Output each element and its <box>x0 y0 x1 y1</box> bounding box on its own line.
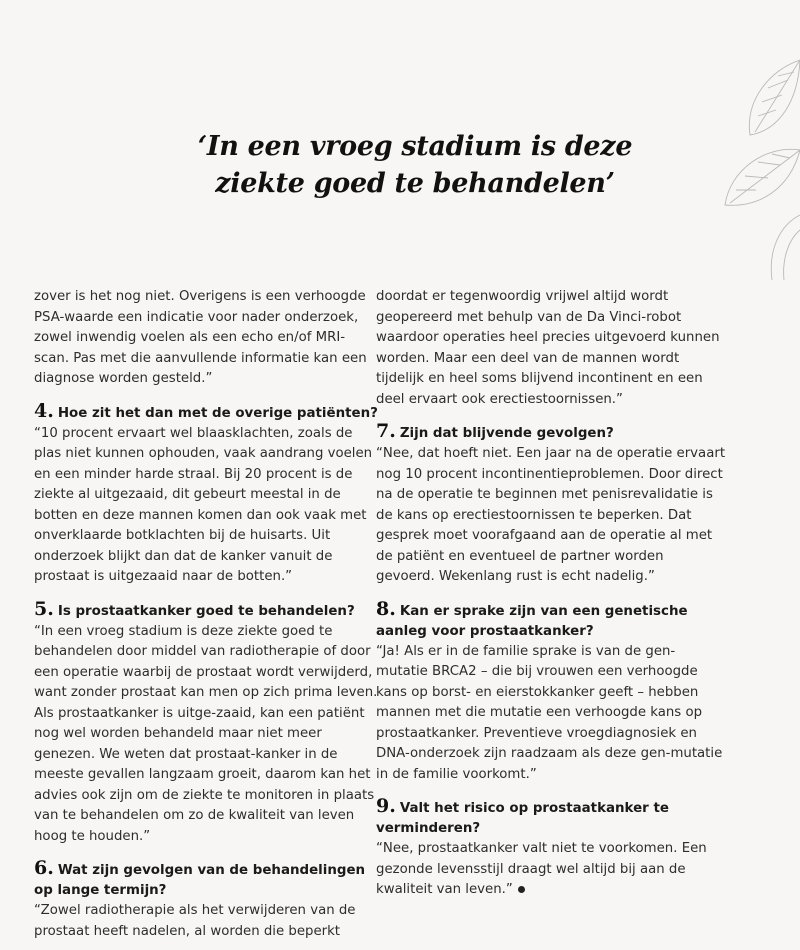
answer-paragraph: “10 procent ervaart wel blaasklachten, zoals de plas niet kunnen ophouden, vaak aandrang voelen en een minder harde straal. Bij 20 procent is de ziekte al uitgezaaid, dit gebeurt meestal in de botten en deze mannen komen dan ook vaak met onverklaarde botklachten bij de huisarts. Uit onderzoek blijkt dan dat de kanker vanuit de prostaat is uitgezaaid naar de botten.” <box>34 425 373 584</box>
answer-paragraph: “In een vroeg stadium is deze ziekte goed te behandelen door middel van radiotherapie of door een operatie waarbij de prostaat wordt verwijderd, want zonder prostaat kan men op zich prima leven. Als prostaatkanker is uitge-zaaid, kan een patiënt nog wel worden behandeld maar niet meer genezen. We weten dat prostaat-kanker in de meeste gevallen langzaam groeit, daarom kan het advies ook zijn om de ziekte te monitoren in plaats van te behandelen om zo de kwaliteit van leven hoog te houden.” <box>34 623 378 844</box>
answer-paragraph: “Zowel radiotherapie als het verwijderen van de prostaat heeft nadelen, al worden die beperkt <box>34 903 356 939</box>
question-section-6 <box>34 858 379 942</box>
left-column <box>34 287 379 942</box>
question-section-7 <box>376 421 726 588</box>
right-column <box>376 287 726 901</box>
intro-paragraph: zover is het nog niet. Overigens is een verhoogde PSA-waarde een indicatie voor nader onderzoek, zowel inwendig voelen als een echo en/of MRI-scan. Pas met die aanvullende informatie kan een diagnose worden gesteld.” <box>34 289 367 386</box>
question-section-9 <box>376 796 726 901</box>
question-text: Is prostaatkanker goed te behandelen? <box>57 603 355 619</box>
question-text: Zijn dat blijvende gevolgen? <box>399 426 614 441</box>
question-section-8 <box>376 599 726 786</box>
answer-paragraph: “Ja! Als er in de familie sprake is van de gen-mutatie BRCA2 – die bij vrouwen een verhoogde kans op borst- en eierstokkanker geeft – hebben mannen met die mutatie een verhoogde kans op prostaatkanker. Preventieve vroegdiagnosiek en DNA-onderzoek zijn raadzaam als deze gen-mutatie in de familie voorkomt.” <box>376 643 723 782</box>
question-text: Valt het risico op prostaatkanker te verminderen? <box>376 801 669 836</box>
question-heading <box>34 858 379 901</box>
question-number: 6. <box>34 857 54 879</box>
question-heading <box>376 421 726 444</box>
question-text: Wat zijn gevolgen van de behandelingen op lange termijn? <box>34 863 366 898</box>
question-heading <box>376 599 726 642</box>
question-number: 4. <box>34 399 54 422</box>
leaf-illustration <box>710 40 800 280</box>
question-heading <box>34 401 379 424</box>
end-of-article-bullet-icon <box>518 886 525 893</box>
question-number: 8. <box>376 597 396 620</box>
question-heading <box>376 796 726 839</box>
answer-paragraph: “Nee, dat hoeft niet. Een jaar na de operatie ervaart nog 10 procent incontinentieproblemen. Door direct na de operatie te beginnen met penisrevalidatie is de kans op erectiestoornissen te beperken. Dat gesprek moet voorafgaand aan de operatie al met de patiënt en eventueel de partner worden gevoerd. Wekenlang rust is echt nadelig.” <box>376 446 726 584</box>
answer-paragraph <box>376 839 726 901</box>
intro-paragraph: doordat er tegenwoordig vrijwel altijd wordt geopereerd met behulp van de Da Vinci-robot waardoor operaties heel precies uitgevoerd kunnen worden. Maar een deel van de mannen wordt tijdelijk en heel soms blijvend incontinent en een deel ervaart ook erectiestoornissen.” <box>376 289 720 407</box>
question-text: Kan er sprake zijn van een genetische aanleg voor prostaatkanker? <box>376 603 688 639</box>
question-text: Hoe zit het dan met de overige patiënten? <box>57 405 378 421</box>
question-number: 5. <box>34 597 54 620</box>
question-section-4 <box>34 401 379 588</box>
question-heading <box>34 599 379 622</box>
answer-text: “Nee, prostaatkanker valt niet te voorkomen. Een gezonde levensstijl draagt wel altijd bij aan de kwaliteit van leven.” <box>376 841 707 897</box>
question-number: 9. <box>376 795 396 817</box>
question-section-5 <box>34 599 379 848</box>
question-number: 7. <box>376 420 396 442</box>
pull-quote: ‘In een vroeg stadium is deze ziekte goed te behandelen’ <box>197 131 633 199</box>
